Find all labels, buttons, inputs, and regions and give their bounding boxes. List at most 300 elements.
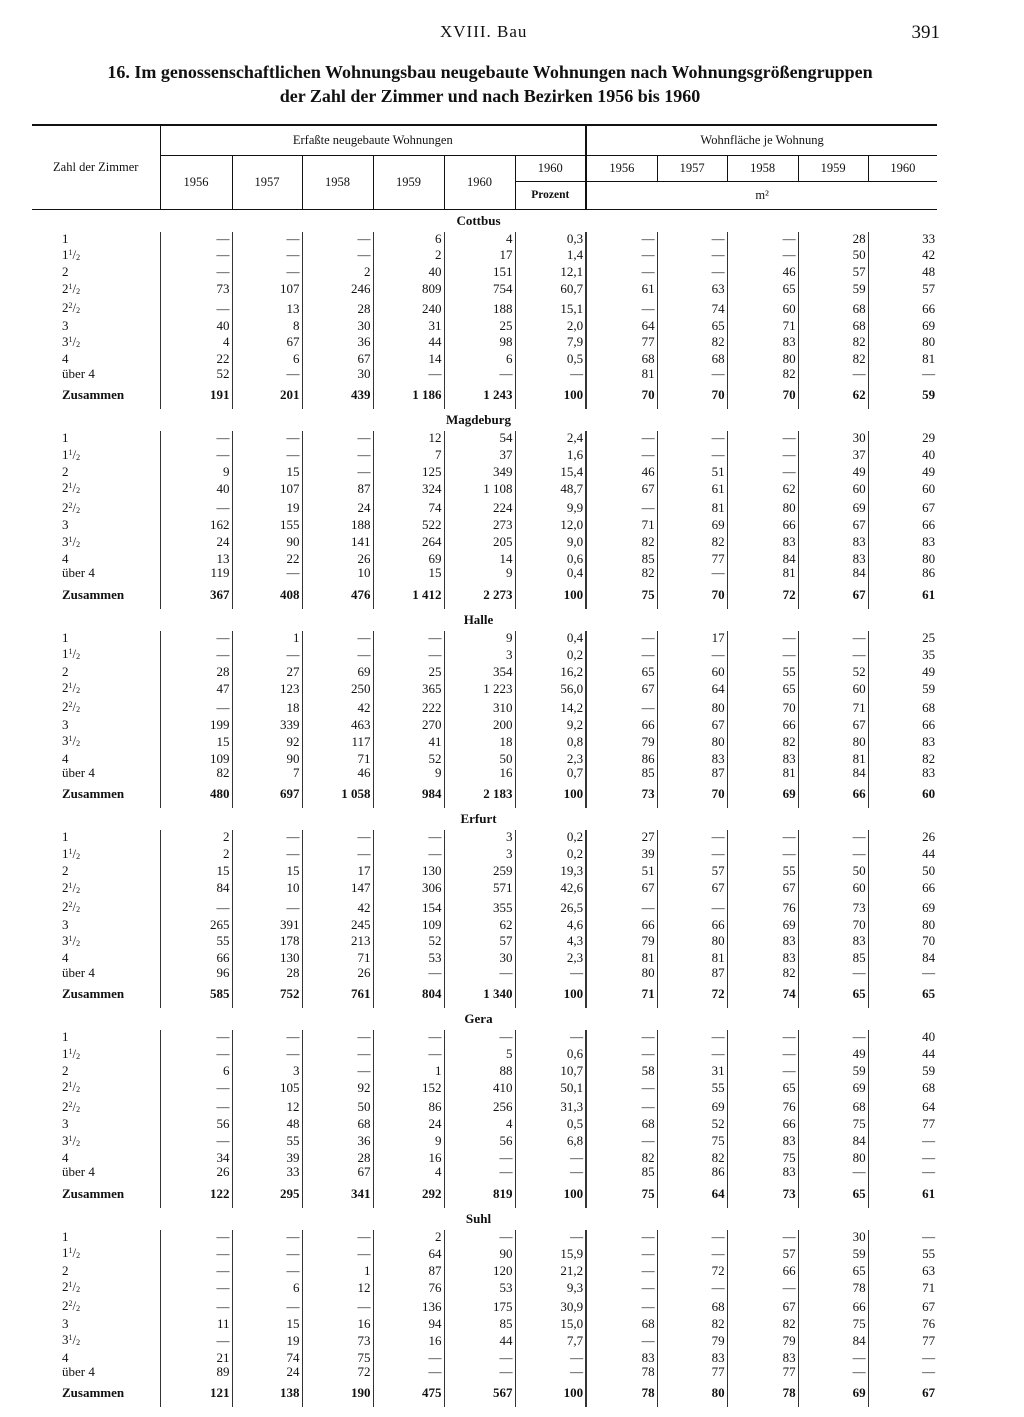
table-cell: 37	[798, 446, 868, 465]
table-cell: 4,3	[515, 932, 586, 951]
table-cell: 4,6	[515, 918, 586, 932]
table-cell: 9,0	[515, 533, 586, 552]
table-cell: 79	[586, 732, 657, 751]
table-cell: —	[727, 232, 798, 246]
table-cell: 83	[798, 552, 868, 566]
table-cell: 81	[657, 499, 727, 518]
table-cell: 65	[657, 319, 727, 333]
district-name: Suhl	[465, 1210, 492, 1226]
table-cell: 77	[657, 552, 727, 566]
table-cell: —	[727, 645, 798, 664]
total-cell: 64	[657, 1180, 727, 1208]
room-count-value: 2	[62, 264, 69, 280]
total-cell: 1 412	[373, 581, 444, 609]
table-cell: —	[373, 367, 444, 381]
room-count-value: über 4	[62, 964, 95, 980]
table-cell: 72	[657, 1264, 727, 1278]
table-cell: 259	[444, 864, 515, 878]
table-cell: —	[727, 446, 798, 465]
table-cell: 67	[302, 1165, 373, 1179]
room-count-value: über 4	[62, 565, 95, 581]
table-cell: 0,3	[515, 232, 586, 246]
table-cell: 80	[727, 499, 798, 518]
table-cell: 246	[302, 280, 373, 299]
table-cell: 68	[586, 352, 657, 366]
table-cell: 0,5	[515, 1117, 586, 1131]
total-cell: 100	[515, 581, 586, 609]
table-cell: 6	[444, 352, 515, 366]
fraction-denominator: 2	[76, 652, 81, 662]
total-cell: 67	[798, 581, 868, 609]
table-row	[32, 352, 937, 366]
table-cell: —	[727, 246, 798, 265]
fraction-denominator: 2	[76, 705, 81, 715]
table-cell: 83	[727, 1351, 798, 1365]
fraction-numerator: 1	[68, 281, 73, 291]
room-count-label	[32, 879, 160, 898]
table-cell: 42	[302, 898, 373, 917]
table-cell: 3	[444, 645, 515, 664]
table-cell: 31	[373, 319, 444, 333]
table-cell: 75	[727, 1151, 798, 1165]
table-cell: 68	[586, 1117, 657, 1131]
room-count-value: über 4	[62, 365, 95, 381]
table-row	[32, 280, 937, 299]
total-cell: 804	[373, 980, 444, 1008]
fraction-denominator: 2	[76, 851, 81, 861]
table-cell: 53	[373, 951, 444, 965]
table-cell: —	[586, 898, 657, 917]
room-count-label	[32, 1098, 160, 1117]
total-label: Zusammen	[62, 387, 125, 403]
table-cell: 9	[160, 465, 232, 479]
table-cell: 68	[798, 319, 868, 333]
table-cell: —	[586, 1264, 657, 1278]
district-spacer	[515, 609, 937, 631]
table-cell: 250	[302, 679, 373, 698]
table-cell: 84	[160, 879, 232, 898]
total-cell: 439	[302, 381, 373, 409]
room-count-label	[32, 918, 160, 932]
percent-year-header: 1960	[515, 155, 586, 181]
table-cell: 40	[373, 265, 444, 279]
table-cell: 68	[798, 1098, 868, 1117]
table-cell: 7,7	[515, 1331, 586, 1350]
table-cell: 80	[657, 698, 727, 717]
total-cell: 138	[232, 1379, 302, 1407]
table-cell: 65	[586, 665, 657, 679]
total-cell: 72	[727, 581, 798, 609]
room-count-value: 1	[62, 1245, 69, 1261]
table-cell: 68	[302, 1117, 373, 1131]
room-count-label	[32, 732, 160, 751]
table-cell: 339	[232, 718, 302, 732]
table-cell: —	[302, 845, 373, 864]
room-count-value: 2	[62, 300, 69, 316]
table-cell: —	[798, 1351, 868, 1365]
percent-label: Prozent	[515, 181, 586, 209]
table-cell: 9	[444, 566, 515, 580]
table-cell: 19,3	[515, 864, 586, 878]
table-cell: 41	[373, 732, 444, 751]
table-cell: 69	[302, 665, 373, 679]
table-cell: 10,7	[515, 1064, 586, 1078]
table-cell: 94	[373, 1317, 444, 1331]
table-row	[32, 1098, 937, 1117]
district-spacer	[160, 209, 444, 232]
table-row	[32, 918, 937, 932]
table-cell: —	[727, 1030, 798, 1044]
table-cell: —	[160, 1244, 232, 1263]
fraction-numerator: 1	[68, 734, 73, 744]
total-cell: 73	[727, 1180, 798, 1208]
room-count-label	[32, 1297, 160, 1316]
table-cell: —	[657, 830, 727, 844]
table-title	[40, 60, 940, 108]
total-cell: 75	[586, 581, 657, 609]
table-cell: —	[232, 446, 302, 465]
district-name: Halle	[463, 611, 494, 627]
table-cell: 71	[798, 698, 868, 717]
room-count-label	[32, 1317, 160, 1331]
table-cell: —	[373, 1365, 444, 1379]
table-row	[32, 766, 937, 780]
table-cell: —	[586, 1230, 657, 1244]
district-spacer	[515, 808, 937, 830]
total-row	[32, 581, 937, 609]
table-cell: 67	[798, 518, 868, 532]
table-title-line-1: 16. Im genossenschaftlichen Wohnungsbau neugebaute Wohnungen nach Wohnungsgrößengruppen	[107, 62, 873, 82]
total-cell: 65	[798, 980, 868, 1008]
area-year-header: 1957	[657, 155, 727, 181]
table-cell: —	[586, 1331, 657, 1350]
table-cell: 66	[868, 879, 937, 898]
table-row	[32, 499, 937, 518]
table-cell: 16	[373, 1331, 444, 1350]
total-cell: 61	[868, 581, 937, 609]
table-cell: 245	[302, 918, 373, 932]
room-count-label	[32, 280, 160, 299]
room-count-label	[32, 830, 160, 844]
table-cell: 33	[868, 232, 937, 246]
table-cell: —	[160, 1331, 232, 1350]
table-cell: 19	[232, 499, 302, 518]
table-cell: 66	[868, 518, 937, 532]
table-cell: 9,2	[515, 718, 586, 732]
table-cell: 4	[373, 1165, 444, 1179]
fraction-slash: /	[72, 280, 77, 296]
fraction-denominator: 2	[76, 539, 81, 549]
table-cell: 67	[586, 679, 657, 698]
table-cell: 73	[798, 898, 868, 917]
total-row	[32, 1379, 937, 1407]
table-cell: 15,4	[515, 465, 586, 479]
table-cell: —	[798, 631, 868, 645]
table-cell: 87	[657, 966, 727, 980]
table-row	[32, 1230, 937, 1244]
room-count-label	[32, 898, 160, 917]
table-cell: 84	[727, 552, 798, 566]
total-cell: 65	[798, 1180, 868, 1208]
table-cell: 80	[868, 552, 937, 566]
table-cell: 273	[444, 518, 515, 532]
area-year-header: 1958	[727, 155, 798, 181]
table-cell: —	[657, 1244, 727, 1263]
district-spacer	[515, 1208, 937, 1230]
table-cell: 67	[727, 1297, 798, 1316]
table-cell: —	[232, 845, 302, 864]
table-row	[32, 1165, 937, 1179]
table-cell: 7,9	[515, 333, 586, 352]
fraction-denominator: 2	[76, 1051, 81, 1061]
total-label: Zusammen	[62, 586, 125, 602]
fraction-slash: /	[72, 1132, 77, 1148]
table-cell: 80	[586, 966, 657, 980]
table-cell: 35	[868, 645, 937, 664]
table-row	[32, 951, 937, 965]
table-row	[32, 1331, 937, 1350]
table-cell: —	[868, 966, 937, 980]
total-cell: 480	[160, 780, 232, 808]
room-count-label	[32, 1365, 160, 1379]
table-cell: 70	[798, 918, 868, 932]
fraction-denominator: 2	[76, 1285, 81, 1294]
table-cell: 48,7	[515, 479, 586, 498]
fraction-denominator: 2	[76, 505, 81, 515]
table-cell: 12	[373, 431, 444, 445]
table-cell: 81	[727, 766, 798, 780]
table-row	[32, 879, 937, 898]
district-spacer	[32, 808, 160, 830]
room-count-value: 1	[62, 446, 69, 462]
total-cell: 191	[160, 381, 232, 409]
table-cell: 463	[302, 718, 373, 732]
table-cell: 36	[302, 1132, 373, 1151]
table-row	[32, 645, 937, 664]
fraction-numerator: 1	[68, 880, 73, 890]
table-cell: 46	[727, 265, 798, 279]
room-count-label	[32, 766, 160, 780]
table-cell: 522	[373, 518, 444, 532]
table-cell: 55	[727, 864, 798, 878]
room-count-label	[32, 431, 160, 445]
room-count-label	[32, 665, 160, 679]
room-count-label	[32, 1045, 160, 1064]
table-cell: —	[515, 1030, 586, 1044]
district-row	[32, 209, 937, 232]
table-cell: 10	[232, 879, 302, 898]
table-cell: —	[586, 1278, 657, 1297]
table-cell: 391	[232, 918, 302, 932]
table-cell: —	[160, 431, 232, 445]
table-cell: —	[373, 966, 444, 980]
table-cell: —	[302, 446, 373, 465]
room-count-label	[32, 333, 160, 352]
table-cell: —	[868, 1351, 937, 1365]
table-cell: 82	[657, 333, 727, 352]
table-row	[32, 465, 937, 479]
total-cell: 1 186	[373, 381, 444, 409]
table-row	[32, 319, 937, 333]
table-cell: 77	[586, 333, 657, 352]
table-cell: 86	[586, 752, 657, 766]
table-cell: 13	[160, 552, 232, 566]
table-cell: —	[586, 431, 657, 445]
district-row	[32, 1008, 937, 1030]
table-cell: —	[160, 1297, 232, 1316]
table-cell: 67	[868, 499, 937, 518]
table-cell: 1	[232, 631, 302, 645]
table-cell: —	[160, 898, 232, 917]
room-count-value: über 4	[62, 765, 95, 781]
table-cell: —	[302, 830, 373, 844]
table-cell: 44	[444, 1331, 515, 1350]
table-cell: 0,2	[515, 645, 586, 664]
table-row	[32, 830, 937, 844]
table-cell: 85	[586, 552, 657, 566]
room-count-value: 3	[62, 1116, 69, 1132]
room-count-label	[32, 1132, 160, 1151]
table-cell: 7	[373, 446, 444, 465]
table-cell: 76	[868, 1317, 937, 1331]
total-cell: 475	[373, 1379, 444, 1407]
table-cell: 16	[444, 766, 515, 780]
fraction-slash: /	[72, 932, 77, 948]
table-cell: 349	[444, 465, 515, 479]
table-cell: 22	[232, 552, 302, 566]
total-cell: 73	[586, 780, 657, 808]
table-cell: 0,7	[515, 766, 586, 780]
table-cell: 67	[586, 479, 657, 498]
table-row	[32, 679, 937, 698]
table-cell: 16	[373, 1151, 444, 1165]
district-name: Cottbus	[456, 212, 501, 228]
table-cell: —	[586, 1244, 657, 1263]
group-header-floor-area: Wohnfläche je Wohnung	[586, 125, 937, 155]
table-cell: 69	[657, 518, 727, 532]
table-cell: 80	[798, 732, 868, 751]
year-header: 1957	[232, 155, 302, 209]
table-cell: 67	[657, 718, 727, 732]
table-cell: —	[868, 1230, 937, 1244]
table-cell: —	[232, 232, 302, 246]
table-cell: 69	[868, 898, 937, 917]
district-spacer	[160, 609, 444, 631]
table-cell: 107	[232, 280, 302, 299]
table-cell: 26	[160, 1165, 232, 1179]
room-count-value: 2	[62, 680, 69, 696]
table-cell: 75	[657, 1132, 727, 1151]
table-cell: —	[727, 431, 798, 445]
table-cell: 98	[444, 333, 515, 352]
table-row	[32, 966, 937, 980]
table-cell: 67	[868, 1297, 937, 1316]
table-cell: 147	[302, 879, 373, 898]
table-cell: 5	[444, 1045, 515, 1064]
table-cell: 0,6	[515, 1045, 586, 1064]
table-row	[32, 665, 937, 679]
table-cell: —	[727, 1045, 798, 1064]
table-cell: 68	[798, 299, 868, 318]
table-cell: 44	[868, 1045, 937, 1064]
table-cell: 90	[444, 1244, 515, 1263]
fraction-numerator: 1	[68, 1280, 73, 1289]
table-cell: 105	[232, 1078, 302, 1097]
table-cell: 71	[586, 518, 657, 532]
table-cell: —	[160, 1030, 232, 1044]
table-cell: —	[586, 1078, 657, 1097]
table-cell: —	[160, 698, 232, 717]
table-cell: 224	[444, 499, 515, 518]
fraction-denominator: 2	[76, 252, 81, 262]
table-cell: 15,0	[515, 1317, 586, 1331]
table-cell: 81	[657, 951, 727, 965]
table-cell: 25	[373, 665, 444, 679]
table-cell: 14	[444, 552, 515, 566]
table-cell: 120	[444, 1264, 515, 1278]
table-cell: 49	[868, 665, 937, 679]
fraction-numerator: 2	[68, 700, 73, 710]
table-cell: 83	[798, 533, 868, 552]
table-cell: 24	[302, 499, 373, 518]
table-cell: 84	[798, 566, 868, 580]
table-cell: 9	[373, 1132, 444, 1151]
room-count-label	[32, 718, 160, 732]
table-cell: 79	[586, 932, 657, 951]
room-count-value: 3	[62, 317, 69, 333]
table-cell: 46	[586, 465, 657, 479]
table-cell: 199	[160, 718, 232, 732]
table-cell: 66	[657, 918, 727, 932]
district-spacer	[32, 1208, 160, 1230]
fraction-slash: /	[72, 333, 77, 349]
district-name: Erfurt	[460, 811, 497, 827]
table-cell: 178	[232, 932, 302, 951]
table-cell: —	[586, 1297, 657, 1316]
total-label: Zusammen	[62, 986, 125, 1002]
total-cell: 1 058	[302, 780, 373, 808]
table-cell: 15	[232, 465, 302, 479]
table-cell: 0,8	[515, 732, 586, 751]
table-cell: 82	[868, 752, 937, 766]
room-count-label	[32, 864, 160, 878]
table-cell: 81	[868, 352, 937, 366]
district-spacer	[515, 1008, 937, 1030]
room-count-value: 3	[62, 1132, 69, 1148]
room-count-value: 1	[62, 1228, 69, 1244]
total-cell: 71	[586, 980, 657, 1008]
fraction-numerator: 1	[68, 1333, 73, 1343]
table-cell: 17	[444, 246, 515, 265]
table-cell: —	[515, 1351, 586, 1365]
table-cell: 60	[798, 879, 868, 898]
table-cell: —	[232, 1030, 302, 1044]
table-cell: 256	[444, 1098, 515, 1117]
table-cell: —	[232, 830, 302, 844]
table-cell: 66	[160, 951, 232, 965]
total-cell: 292	[373, 1180, 444, 1208]
fraction-slash: /	[72, 1332, 77, 1348]
total-row	[32, 381, 937, 409]
table-cell: 7	[232, 766, 302, 780]
table-cell: —	[160, 299, 232, 318]
table-cell: 56	[444, 1132, 515, 1151]
fraction-slash: /	[72, 699, 77, 715]
fraction-numerator: 2	[68, 1099, 73, 1109]
table-cell: 77	[657, 1365, 727, 1379]
fraction-slash: /	[72, 1045, 77, 1061]
total-cell: 67	[868, 1379, 937, 1407]
